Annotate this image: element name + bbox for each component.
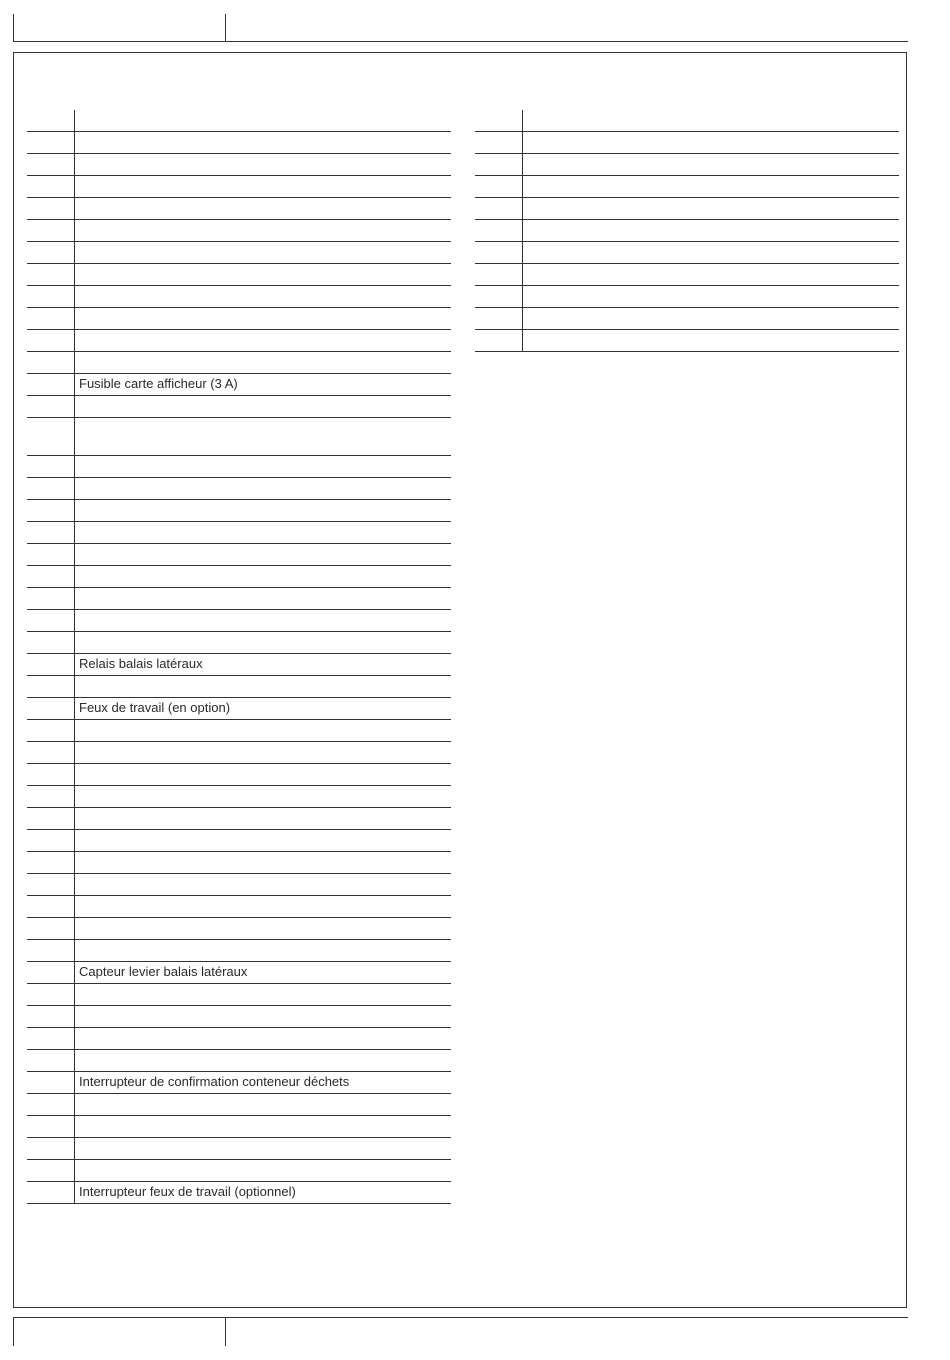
row-description: Feux de travail (en option) — [79, 700, 231, 715]
row-number — [27, 786, 74, 807]
table-row — [27, 896, 451, 918]
row-description: Interrupteur feux de travail (optionnel) — [79, 1184, 296, 1199]
row-number — [27, 852, 74, 873]
row-number — [27, 720, 74, 741]
row-number — [27, 698, 74, 719]
row-description — [79, 1160, 451, 1181]
row-description — [79, 1028, 451, 1049]
table-row — [475, 286, 899, 308]
row-number — [27, 632, 74, 653]
table-row — [27, 676, 451, 698]
table-row — [475, 198, 899, 220]
header-left-border — [13, 14, 14, 41]
row-number — [27, 1138, 74, 1159]
table-row — [27, 242, 451, 264]
row-number — [27, 544, 74, 565]
row-description — [527, 308, 899, 329]
row-description — [79, 896, 451, 917]
table-row — [27, 330, 451, 352]
table-row — [27, 522, 451, 544]
row-description — [79, 632, 451, 653]
row-description: Fusible carte afficheur (3 A) — [79, 376, 238, 391]
row-description — [79, 874, 451, 895]
row-number — [27, 352, 74, 373]
row-number — [27, 874, 74, 895]
row-description: Interrupteur de confirmation conteneur déchets — [79, 1074, 350, 1089]
row-number — [27, 198, 74, 219]
row-number — [475, 198, 522, 219]
row-number — [27, 1182, 74, 1203]
row-description — [79, 984, 451, 1005]
row-number — [475, 308, 522, 329]
row-description — [79, 132, 451, 153]
row-description — [79, 220, 451, 241]
row-description — [79, 286, 451, 307]
row-number — [475, 264, 522, 285]
row-description — [79, 500, 451, 521]
row-number — [27, 330, 74, 351]
table-row — [27, 720, 451, 742]
table-row — [27, 176, 451, 198]
table-row — [475, 176, 899, 198]
table-row — [475, 242, 899, 264]
row-description — [79, 786, 451, 807]
table-row — [27, 654, 451, 676]
table-row — [27, 198, 451, 220]
row-number — [27, 940, 74, 961]
row-description — [79, 1006, 451, 1027]
row-description — [79, 830, 451, 851]
table-row — [27, 632, 451, 654]
row-number — [27, 286, 74, 307]
table-row — [27, 1116, 451, 1138]
row-description — [527, 132, 899, 153]
row-description — [79, 610, 451, 631]
row-description — [79, 742, 451, 763]
row-description — [79, 764, 451, 785]
row-number — [27, 478, 74, 499]
footer-left-border — [13, 1317, 14, 1346]
left-component-table — [27, 110, 451, 1204]
table-row — [27, 940, 451, 962]
row-number — [27, 308, 74, 329]
table-row — [27, 610, 451, 632]
row-number — [27, 242, 74, 263]
table-row — [27, 808, 451, 830]
row-description — [527, 198, 899, 219]
row-number — [27, 566, 74, 587]
table-row — [27, 352, 451, 374]
row-number — [27, 374, 74, 395]
right-table-header — [475, 110, 899, 132]
row-description — [79, 1116, 451, 1137]
row-description — [79, 522, 451, 543]
row-number — [27, 1160, 74, 1181]
row-number — [475, 330, 522, 351]
table-row — [27, 852, 451, 874]
row-description — [79, 1094, 451, 1115]
row-number — [27, 984, 74, 1005]
table-row — [475, 308, 899, 330]
row-description — [79, 176, 451, 197]
table-row — [475, 154, 899, 176]
row-number — [475, 176, 522, 197]
row-description — [527, 220, 899, 241]
row-description — [79, 308, 451, 329]
row-description — [79, 242, 451, 263]
table-row — [27, 1094, 451, 1116]
table-row — [475, 330, 899, 352]
row-number — [475, 154, 522, 175]
table-row — [27, 588, 451, 610]
table-row — [27, 478, 451, 500]
row-description — [79, 396, 451, 417]
footer-rule — [13, 1317, 908, 1318]
row-number — [27, 456, 74, 477]
table-row — [27, 456, 451, 478]
table-row — [475, 220, 899, 242]
row-number — [27, 176, 74, 197]
row-number — [27, 1028, 74, 1049]
row-description — [79, 918, 451, 939]
table-row — [27, 1160, 451, 1182]
footer-divider — [225, 1317, 226, 1346]
table-row — [27, 396, 451, 418]
table-row — [27, 544, 451, 566]
row-description — [79, 1138, 451, 1159]
table-row — [27, 286, 451, 308]
row-number — [475, 286, 522, 307]
row-number — [27, 154, 74, 175]
table-row — [27, 308, 451, 330]
row-description — [79, 566, 451, 587]
table-row — [27, 742, 451, 764]
row-number — [27, 654, 74, 675]
row-number — [27, 588, 74, 609]
table-row — [27, 132, 451, 154]
table-row — [27, 1050, 451, 1072]
row-number — [27, 1116, 74, 1137]
row-description — [79, 808, 451, 829]
row-description — [79, 330, 451, 351]
row-number — [27, 396, 74, 417]
table-row — [27, 874, 451, 896]
table-row — [27, 984, 451, 1006]
table-row — [27, 220, 451, 242]
row-number — [27, 676, 74, 697]
row-description — [79, 418, 451, 455]
row-description: Relais balais latéraux — [79, 656, 203, 671]
row-number — [27, 264, 74, 285]
row-number — [27, 808, 74, 829]
row-number — [475, 242, 522, 263]
row-number — [475, 220, 522, 241]
table-row — [27, 1072, 451, 1094]
right-component-table — [475, 110, 899, 352]
row-number — [27, 500, 74, 521]
table-row — [27, 918, 451, 940]
row-number — [27, 918, 74, 939]
row-description — [527, 264, 899, 285]
table-row — [27, 830, 451, 852]
table-row — [27, 374, 451, 396]
table-row — [27, 764, 451, 786]
header-rule — [13, 41, 908, 42]
row-description — [79, 940, 451, 961]
row-description — [79, 544, 451, 565]
row-description — [79, 264, 451, 285]
row-number — [27, 896, 74, 917]
row-description — [79, 1050, 451, 1071]
row-number — [27, 1094, 74, 1115]
row-number — [27, 742, 74, 763]
row-number — [27, 132, 74, 153]
row-description — [527, 242, 899, 263]
header-divider — [225, 14, 226, 41]
row-number — [27, 1072, 74, 1093]
row-description — [79, 588, 451, 609]
table-row — [27, 1138, 451, 1160]
row-description — [79, 852, 451, 873]
table-row — [27, 1182, 451, 1204]
row-description — [79, 676, 451, 697]
row-description — [79, 720, 451, 741]
row-description — [79, 478, 451, 499]
table-row — [475, 132, 899, 154]
row-number — [27, 962, 74, 983]
row-description — [527, 330, 899, 351]
row-description — [79, 456, 451, 477]
row-number — [27, 1050, 74, 1071]
table-row — [27, 786, 451, 808]
table-row — [27, 1006, 451, 1028]
table-row — [475, 264, 899, 286]
table-row — [27, 418, 451, 456]
row-description — [79, 352, 451, 373]
left-table-header — [27, 110, 451, 132]
row-description — [79, 198, 451, 219]
row-number — [27, 418, 74, 455]
row-description — [527, 154, 899, 175]
row-number — [27, 764, 74, 785]
table-row — [27, 264, 451, 286]
row-description — [79, 154, 451, 175]
table-row — [27, 566, 451, 588]
row-number — [475, 132, 522, 153]
table-row — [27, 154, 451, 176]
table-row — [27, 1028, 451, 1050]
table-row — [27, 500, 451, 522]
table-row — [27, 962, 451, 984]
row-number — [27, 522, 74, 543]
table-row — [27, 698, 451, 720]
row-description — [527, 176, 899, 197]
row-number — [27, 610, 74, 631]
row-number — [27, 830, 74, 851]
row-description — [527, 286, 899, 307]
row-number — [27, 1006, 74, 1027]
row-description: Capteur levier balais latéraux — [79, 964, 248, 979]
row-number — [27, 220, 74, 241]
